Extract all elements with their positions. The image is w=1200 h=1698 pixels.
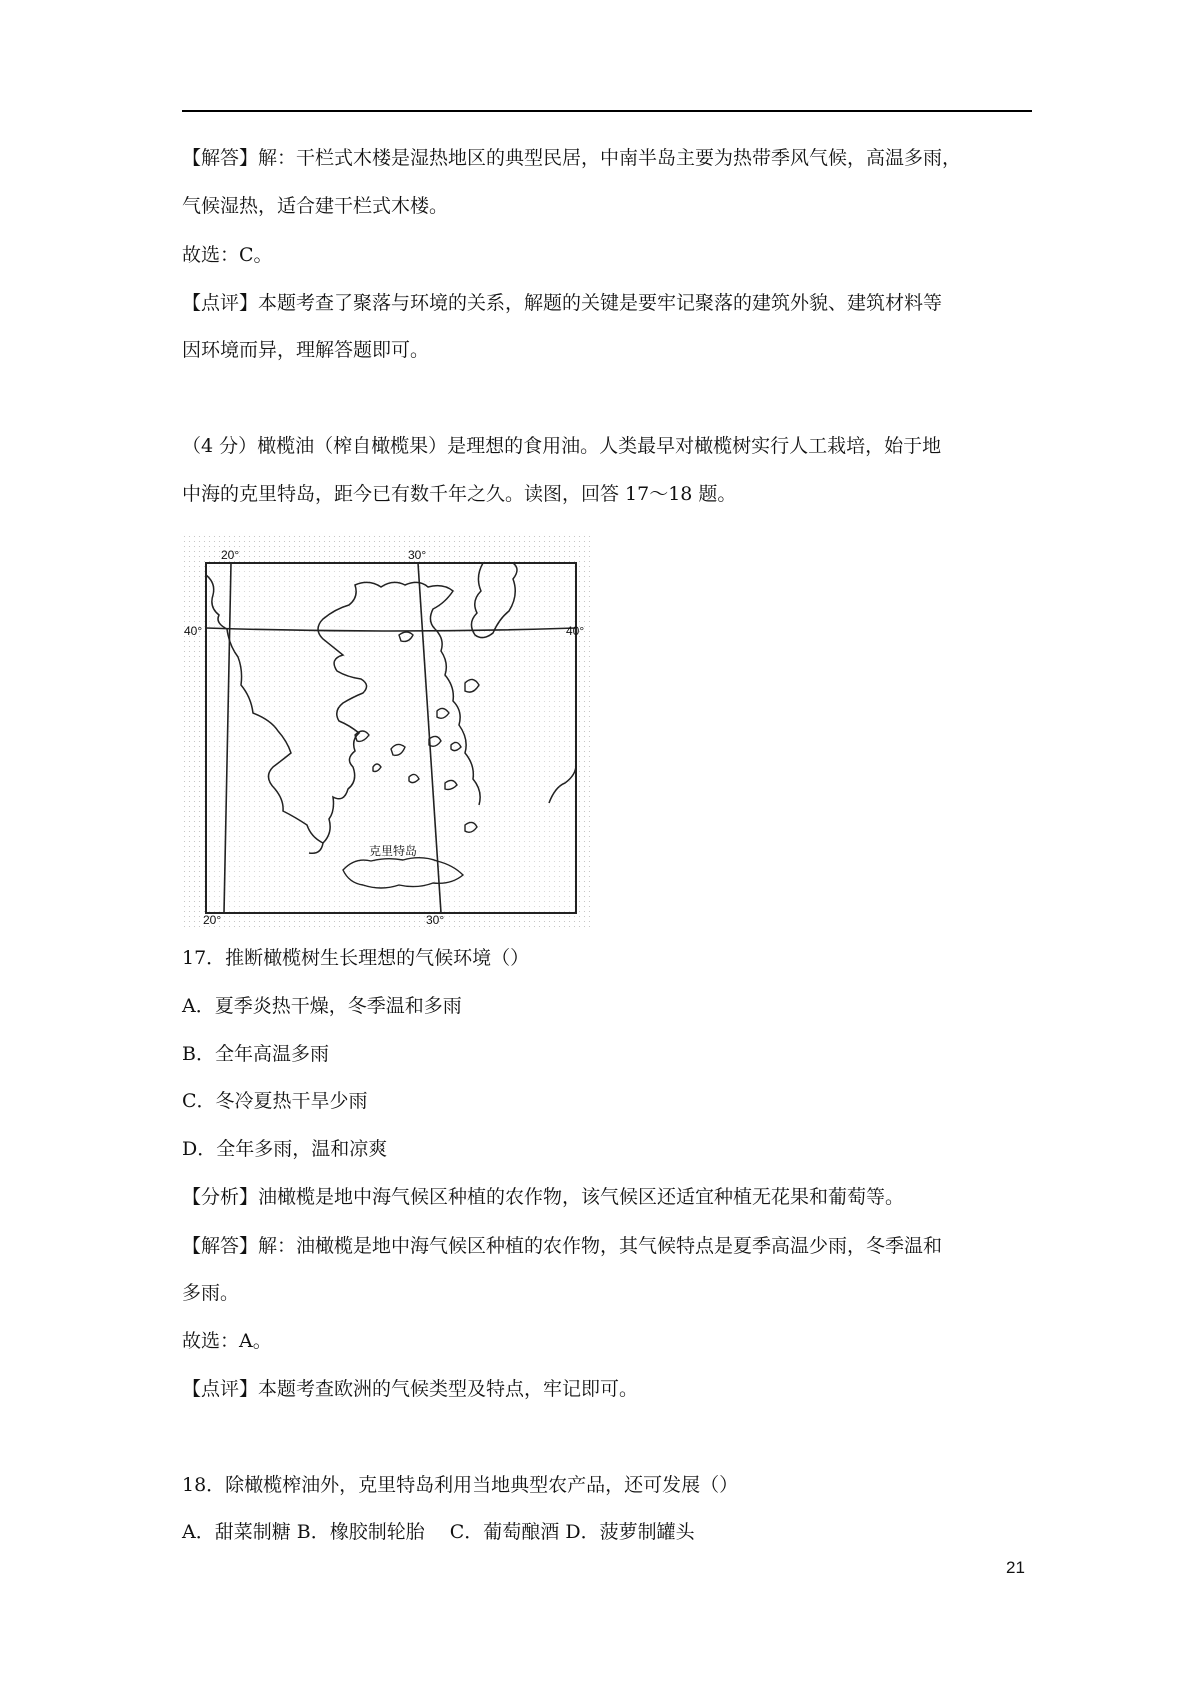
label-lat40-left: 40° xyxy=(184,624,203,638)
label-lon20-bottom: 20° xyxy=(203,913,222,927)
text-line: 【点评】本题考查欧洲的气候类型及特点，牢记即可。 xyxy=(182,1378,639,1400)
label-lon30-bottom: 30° xyxy=(426,913,445,927)
greece-crete-map xyxy=(183,535,593,927)
label-lon20-top: 20° xyxy=(221,548,240,562)
text-line: 多雨。 xyxy=(182,1282,240,1304)
text-line: 故选：A。 xyxy=(182,1330,272,1352)
text-line: （4 分）橄榄油（榨自橄榄果）是理想的食用油。人类最早对橄榄树实行人工栽培，始于地 xyxy=(182,435,942,457)
header-rule xyxy=(182,110,1032,112)
text-line: 【分析】油橄榄是地中海气候区种植的农作物，该气候区还适宜种植无花果和葡萄等。 xyxy=(182,1186,905,1208)
text-line: 中海的克里特岛，距今已有数千年之久。读图，回答 17～18 题。 xyxy=(182,483,737,505)
text-line: B．全年高温多雨 xyxy=(182,1043,329,1065)
text-line: 气候湿热，适合建干栏式木楼。 xyxy=(182,195,449,217)
text-line: 【解答】解：油橄榄是地中海气候区种植的农作物，其气候特点是夏季高温少雨，冬季温和 xyxy=(182,1235,943,1257)
text-line: C．冬冷夏热干旱少雨 xyxy=(182,1090,368,1112)
text-line: 【点评】本题考查了聚落与环境的关系，解题的关键是要牢记聚落的建筑外貌、建筑材料等 xyxy=(182,292,943,314)
label-crete: 克里特岛 xyxy=(369,844,418,858)
text-line: A．甜菜制糖 B．橡胶制轮胎 C．葡萄酿酒 D．菠萝制罐头 xyxy=(182,1521,695,1543)
text-line: D．全年多雨，温和凉爽 xyxy=(182,1138,388,1160)
map-frame xyxy=(206,563,576,913)
text-line: 因环境而异，理解答题即可。 xyxy=(182,339,430,361)
text-line: 【解答】解：干栏式木楼是湿热地区的典型民居，中南半岛主要为热带季风气候，高温多雨， xyxy=(182,147,962,169)
text-line: 17．推断橄榄树生长理想的气候环境（） xyxy=(182,947,530,969)
text-line: A．夏季炎热干燥，冬季温和多雨 xyxy=(182,995,462,1017)
text-line: 故选：C。 xyxy=(182,244,273,266)
map-figure xyxy=(183,535,593,927)
text-line: 18．除橄榄榨油外，克里特岛利用当地典型农产品，还可发展（） xyxy=(182,1474,739,1496)
page-number: 21 xyxy=(1006,1558,1025,1577)
label-lat40-right: 40° xyxy=(566,624,585,638)
label-lon30-top: 30° xyxy=(408,548,427,562)
